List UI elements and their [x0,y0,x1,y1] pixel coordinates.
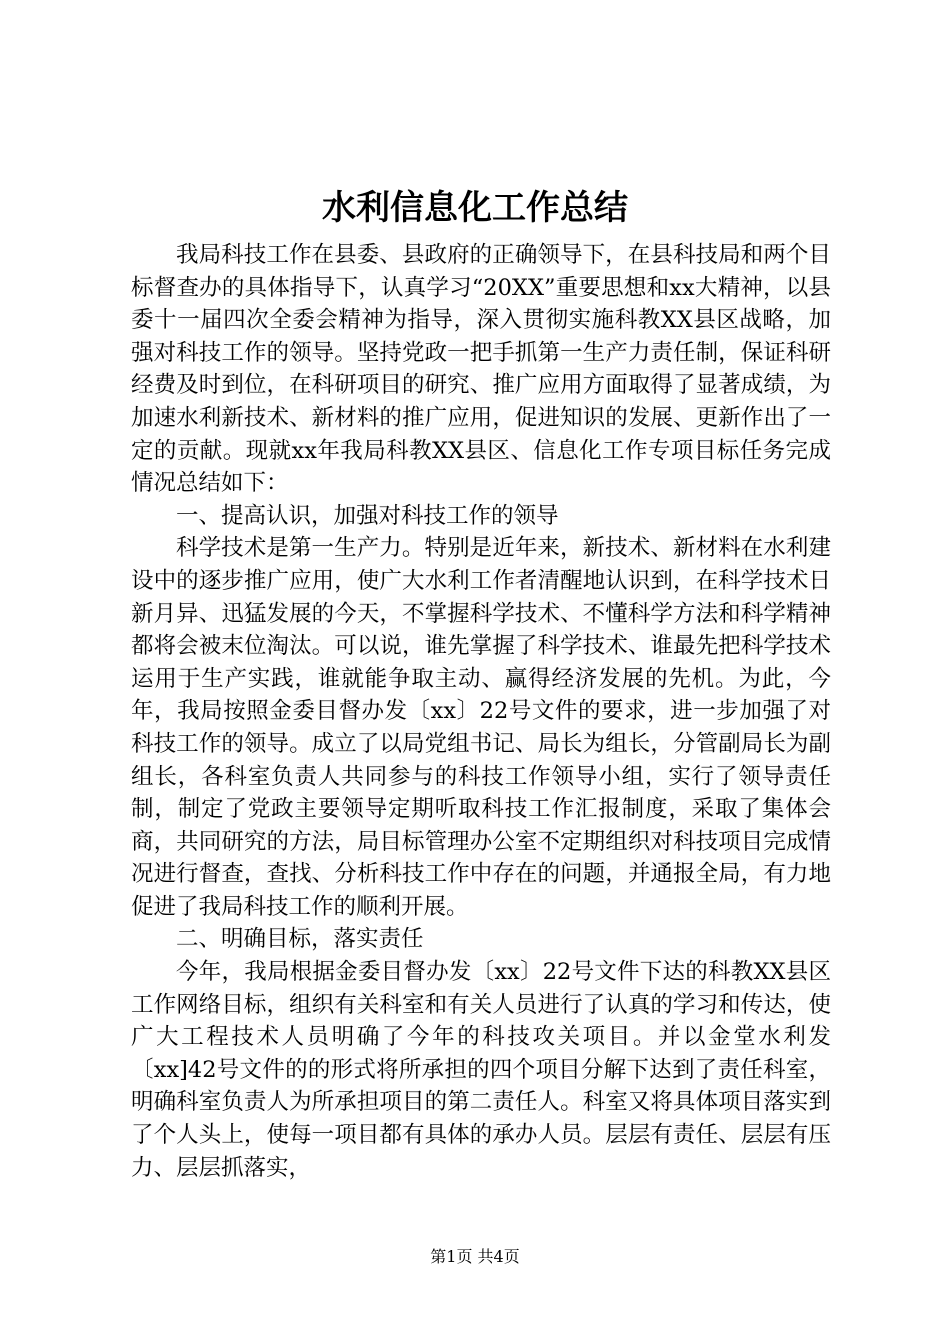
document-body [131,239,831,1184]
paragraph-section-1: 科学技术是第一生产力。特别是近年来，新技术、新材料在水利建设中的逐步推广应用，使广大水利工作者清醒地认识到，在科学技术日新月异、迅猛发展的今天，不掌握科学技术、不懂科学方法和科学精神都将会被末位淘汰。可以说，谁先掌握了科学技术、谁最先把科学技术运用于生产实践，谁就能争取主动、赢得经济发展的先机。为此，今年，我局按照金委目督办发〔xx〕22号文件的要求，进一步加强了对科技工作的领导。成立了以局党组书记、局长为组长，分管副局长为副组长，各科室负责人共同参与的科技工作领导小组，实行了领导责任制，制定了党政主要领导定期听取科技工作汇报制度，采取了集体会商，共同研究的方法，局目标管理办公室不定期组织对科技项目完成情况进行督查，查找、分析科技工作中存在的问题，并通报全局，有力地促进了我局科技工作的顺利开展。 [131,535,831,920]
section-heading-2: 二、明确目标，落实责任 [176,926,424,953]
page-footer: 第1页 共4页 [430,1247,520,1266]
section-heading-1: 一、提高认识，加强对科技工作的领导 [176,502,559,529]
paragraph-intro: 我局科技工作在县委、县政府的正确领导下，在县科技局和两个目标督查办的具体指导下，认真学习“20XX”重要思想和xx大精神，以县委十一届四次全委会精神为指导，深入贯彻实施科教XX县区战略，加强对科技工作的领导。坚持党政一把手抓第一生产力责任制，保证科研经费及时到位，在科研项目的研究、推广应用方面取得了显著成绩，为加速水利新技术、新材料的推广应用，促进知识的发展、更新作出了一定的贡献。现就xx年我局科教XX县区、信息化工作专项目标任务完成情况总结如下： [131,242,831,497]
document-title: 水利信息化工作总结 [322,188,628,228]
paragraph-section-2: 今年，我局根据金委目督办发〔xx〕22号文件下达的科教XX县区工作网络目标，组织有关科室和有关人员进行了认真的学习和传达，使广大工程技术人员明确了今年的科技攻关项目。并以金堂水利发〔xx]42号文件的的形式将所承担的四个项目分解下达到了责任科室，明确科室负责人为所承担项目的第二责任人。科室又将具体项目落实到了个人头上，使每一项目都有具体的承办人员。层层有责任、层层有压力、层层抓落实， [131,959,831,1181]
